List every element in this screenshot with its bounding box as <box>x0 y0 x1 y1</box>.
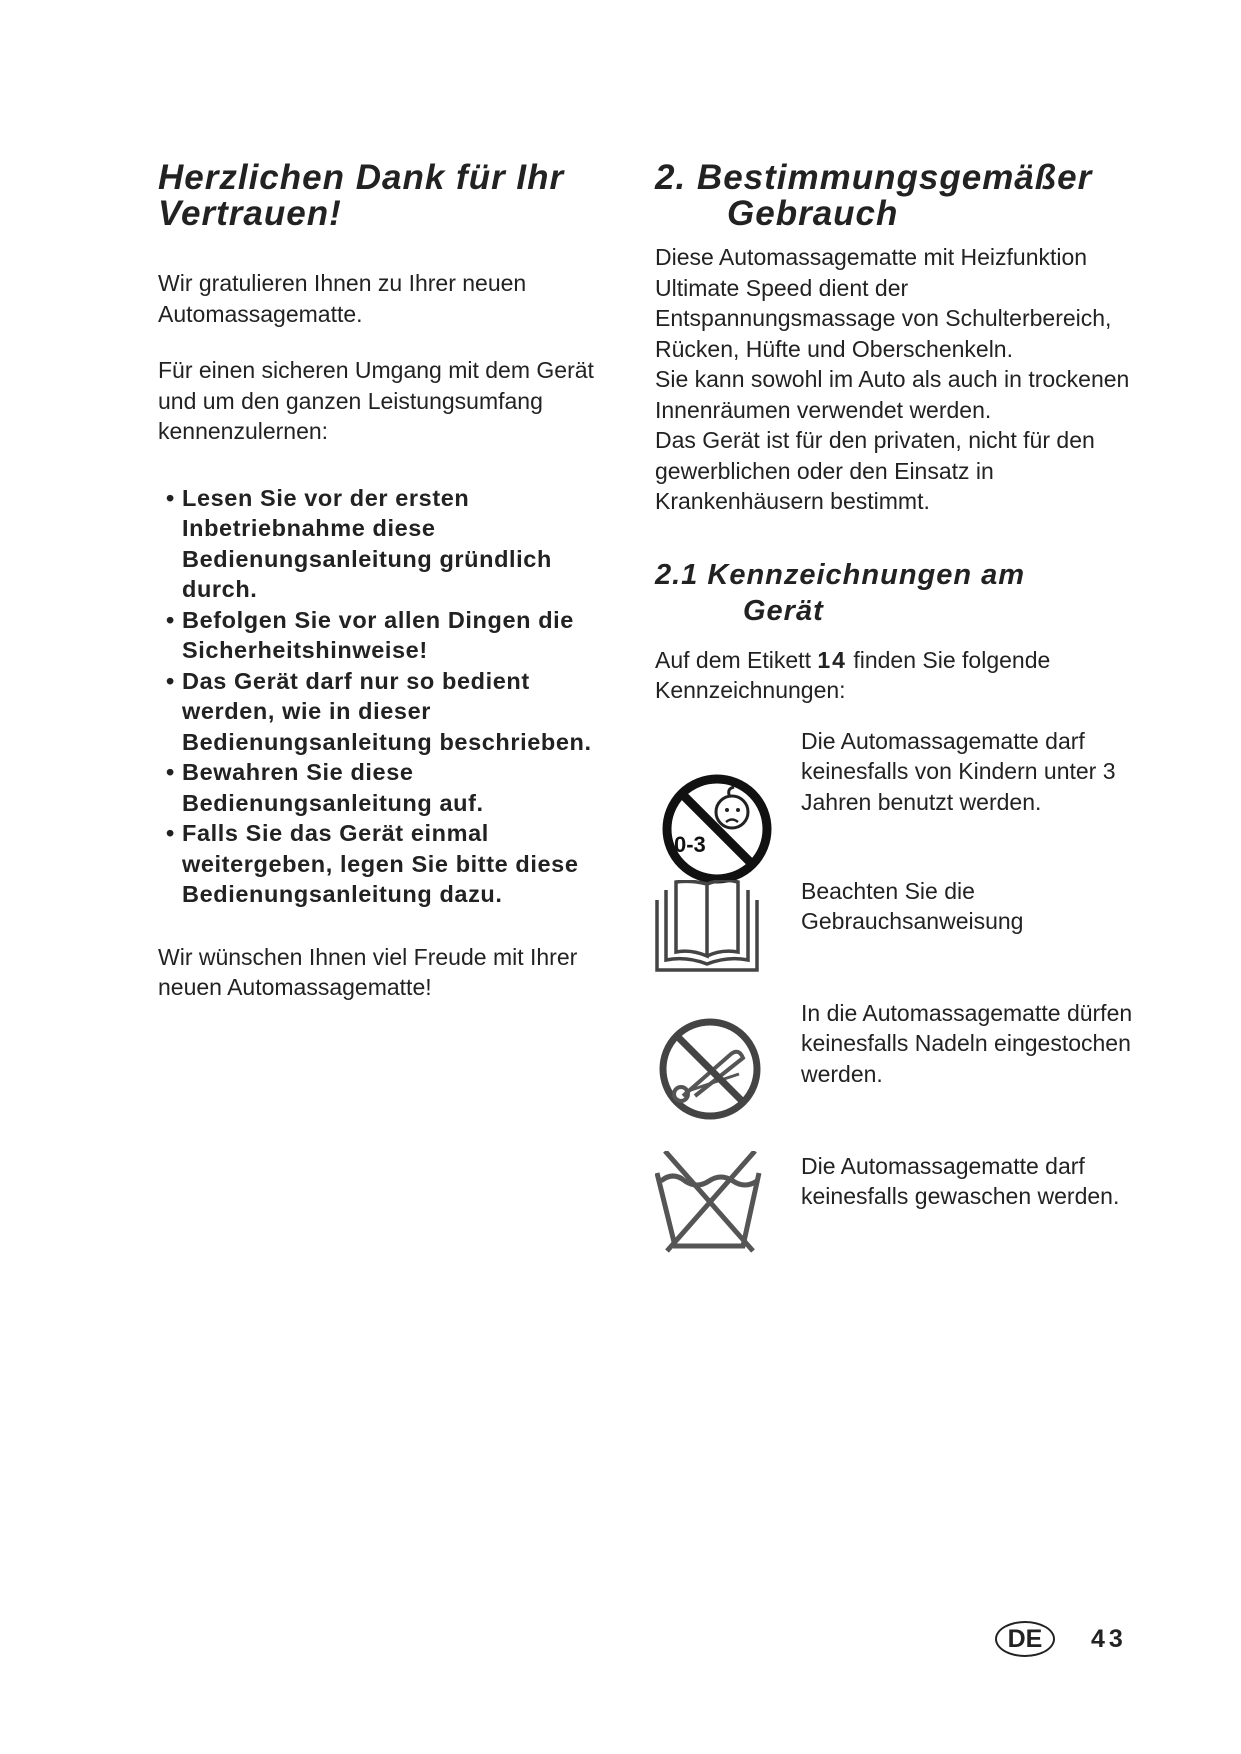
right-column <box>655 160 1135 1286</box>
list-item-text: Befolgen Sie vor allen Dingen die Sicherheitshinweise! <box>182 606 574 663</box>
list-item <box>158 483 628 605</box>
heading-line: Gebrauch <box>727 194 899 233</box>
purpose-text: Diese Automassagematte mit Heizfunktion Ultimate Speed dient der Entspannungsmassage von Schulterbereich, Rücken, Hüfte und Oberschenkeln. <box>655 244 1112 362</box>
heading-line: 2.1 Kennzeichnungen am <box>655 558 1026 591</box>
page-number: 43 <box>1091 1624 1127 1653</box>
section-heading <box>655 160 1135 232</box>
svg-text:0-3: 0-3 <box>674 831 706 857</box>
bullet-icon: • <box>166 820 175 846</box>
do-not-wash-icon <box>655 1151 765 1261</box>
label-intro-text <box>655 645 1135 706</box>
private-use-text: Das Gerät ist für den privaten, nicht für den gewerblichen oder den Einsatz in Krankenhäusern bestimmt. <box>655 427 1095 514</box>
heading-line: Herzlichen Dank für Ihr <box>158 158 565 197</box>
usage-location-text: Sie kann sowohl im Auto als auch in trockenen Innenräumen verwendet werden. <box>655 366 1130 423</box>
bullet-icon: • <box>166 606 175 633</box>
bullet-icon: • <box>166 759 175 785</box>
list-item-text: Lesen Sie vor der ersten Inbetriebnahme diese Bedienungsanleitung gründlich durch. <box>182 484 552 602</box>
intro-text: Wir gratulieren Ihnen zu Ihrer neuen Automassagematte. <box>158 270 527 327</box>
closing-text: Wir wünschen Ihnen viel Freude mit Ihrer neuen Automassagematte! <box>158 943 578 1000</box>
list-item <box>158 605 628 666</box>
page-footer <box>995 1621 1127 1657</box>
label-intro-a: Auf dem Etikett <box>655 646 818 673</box>
symbol-description: In die Automassagematte dürfen keinesfalls Nadeln eingestochen werden. <box>801 999 1133 1087</box>
list-item <box>158 757 628 818</box>
label-number: 14 <box>817 646 847 673</box>
read-manual-icon <box>655 880 765 980</box>
bullet-icon: • <box>166 484 175 511</box>
list-item <box>158 818 628 910</box>
heading-line: 2. Bestimmungsgemäßer <box>655 158 1093 197</box>
bullet-icon: • <box>166 667 175 694</box>
symbol-description: Die Automassagematte darf keinesfalls von Kindern unter 3 Jahren benutzt werden. <box>801 727 1116 815</box>
symbols-list <box>655 726 1135 1286</box>
heading-line: Gerät <box>743 594 824 627</box>
no-needles-icon <box>655 1014 765 1124</box>
list-item-text: Falls Sie das Gerät einmal weitergeben, legen Sie bitte diese Bedienungsanleitung dazu. <box>182 820 579 907</box>
thanks-heading <box>158 160 628 232</box>
label-intro-b: finden Sie folgende Kennzeichnungen: <box>655 646 1051 703</box>
list-item-text: Das Gerät darf nur so bedient werden, wie in dieser Bedienungsanleitung beschrieben. <box>182 667 592 755</box>
heading-line: Vertrauen! <box>158 194 342 233</box>
country-badge: DE <box>995 1621 1055 1657</box>
symbol-description: Die Automassagematte darf keinesfalls gewaschen werden. <box>801 1152 1120 1209</box>
left-column <box>158 160 628 1003</box>
list-item <box>158 666 628 758</box>
symbol-description: Beachten Sie die Gebrauchsanweisung <box>801 877 1024 934</box>
no-children-0-3-icon <box>652 764 782 894</box>
list-item-text: Bewahren Sie diese Bedienungsanleitung auf. <box>182 759 484 816</box>
instructions-list <box>158 483 628 910</box>
subsection-heading <box>655 557 1135 629</box>
usage-intro-text: Für einen sicheren Umgang mit dem Gerät und um den ganzen Leistungsumfang kennenzulernen: <box>158 357 594 444</box>
